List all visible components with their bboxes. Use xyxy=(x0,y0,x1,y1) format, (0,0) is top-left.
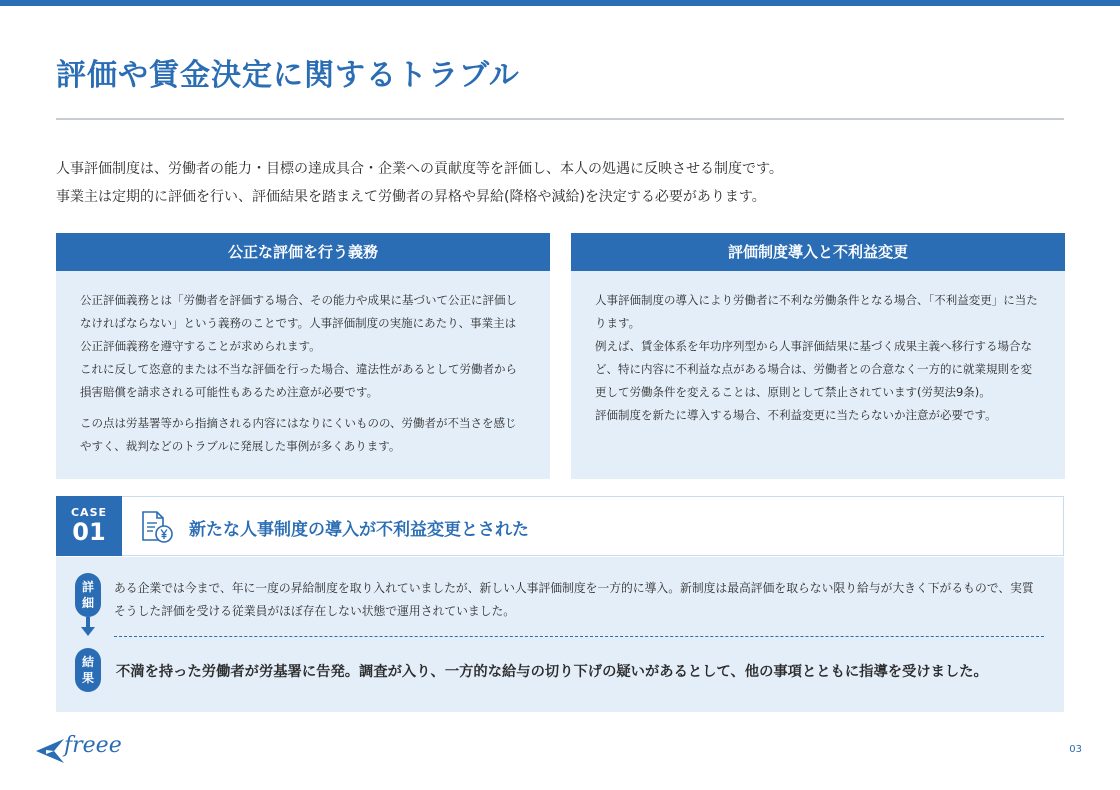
result-label-char: 結 xyxy=(81,655,94,669)
case-number: 01 xyxy=(72,518,106,546)
result-label xyxy=(75,648,101,692)
intro-line-2: 事業主は定期的に評価を行い、評価結果を踏まえて労働者の昇格や昇給(降格や減給)を決定する必要があります。 xyxy=(56,189,766,205)
detail-label-char: 詳 xyxy=(81,580,94,594)
card-fair-evaluation xyxy=(56,233,550,479)
card-paragraph xyxy=(80,289,524,404)
intro-text xyxy=(56,155,1066,211)
logo-text: freee xyxy=(64,733,122,758)
card-disadvantageous-change xyxy=(571,233,1065,479)
page-title: 評価や賃金決定に関するトラブル xyxy=(56,58,520,93)
case-result-text: 不満を持った労働者が労基署に告発。調査が入り、一方的な給与の切り下げの疑いがあるとして、他の事項とともに指導を受けました。 xyxy=(116,664,988,680)
card-body xyxy=(56,271,550,458)
intro-line-1: 人事評価制度は、労働者の能力・目標の達成具合・企業への貢献度等を評価し、本人の処遇に反映させる制度です。 xyxy=(56,161,783,177)
case-badge xyxy=(56,496,122,556)
detail-label-char: 細 xyxy=(81,596,94,610)
dashed-divider xyxy=(114,636,1044,637)
result-label-char: 果 xyxy=(81,671,94,685)
card-heading: 公正な評価を行う義務 xyxy=(56,233,550,271)
freee-bird-icon xyxy=(34,733,68,767)
case-label: CASE xyxy=(70,506,108,519)
down-arrow-icon xyxy=(81,627,95,636)
flow-arrow-shaft xyxy=(86,617,90,627)
card-paragraph: この点は労基署等から指摘される内容にはなりにくいものの、労働者が不当さを感じやすく、裁判などのトラブルに発展した事例が多くあります。 xyxy=(80,416,517,453)
card-sentence: 人事評価制度の導入により労働者に不利な労働条件となる場合、「不利益変更」に当たります。 xyxy=(595,293,1038,330)
card-sentence: これに反して恣意的または不当な評価を行った場合、違法性があるとして労働者から損害賠償を請求される可能性もあるため注意が必要です。 xyxy=(80,362,517,399)
page-number: 03 xyxy=(1069,744,1082,755)
case-body xyxy=(56,557,1064,712)
case-title: 新たな人事制度の導入が不利益変更とされた xyxy=(189,520,529,540)
freee-logo xyxy=(34,731,144,771)
case-detail-text: ある企業では今まで、年に一度の昇給制度を取り入れていましたが、新しい人事評価制度を一方的に導入。新制度は最高評価を取らない限り給与が大きく下がるもので、実質そうした評価を受ける従業員がほぼ存在しない状態で運用されていました。 xyxy=(114,581,1034,618)
card-sentence: 公正評価義務とは「労働者を評価する場合、その能力や成果に基づいて公正に評価しなければならない」という義務のことです。人事評価制度の実施にあたり、事業主は公正評価義務を遵守することが求められます。 xyxy=(80,293,517,353)
document-yen-icon xyxy=(137,509,175,545)
title-divider xyxy=(56,118,1064,120)
card-heading: 評価制度導入と不利益変更 xyxy=(571,233,1065,271)
card-sentence: 評価制度を新たに導入する場合、不利益変更に当たらないか注意が必要です。 xyxy=(595,408,997,422)
case-header xyxy=(56,496,1064,556)
card-paragraph xyxy=(595,289,1039,427)
card-sentence: 例えば、賃金体系を年功序列型から人事評価結果に基づく成果主義へ移行する場合など、特に内容に不利益な点がある場合は、労働者との合意なく一方的に就業規則を変更して労働条件を変えることは、原則として禁止されています(労契法9条)。 xyxy=(595,339,1032,399)
card-body xyxy=(571,271,1065,427)
top-accent-bar xyxy=(0,0,1120,6)
detail-label xyxy=(75,573,101,617)
